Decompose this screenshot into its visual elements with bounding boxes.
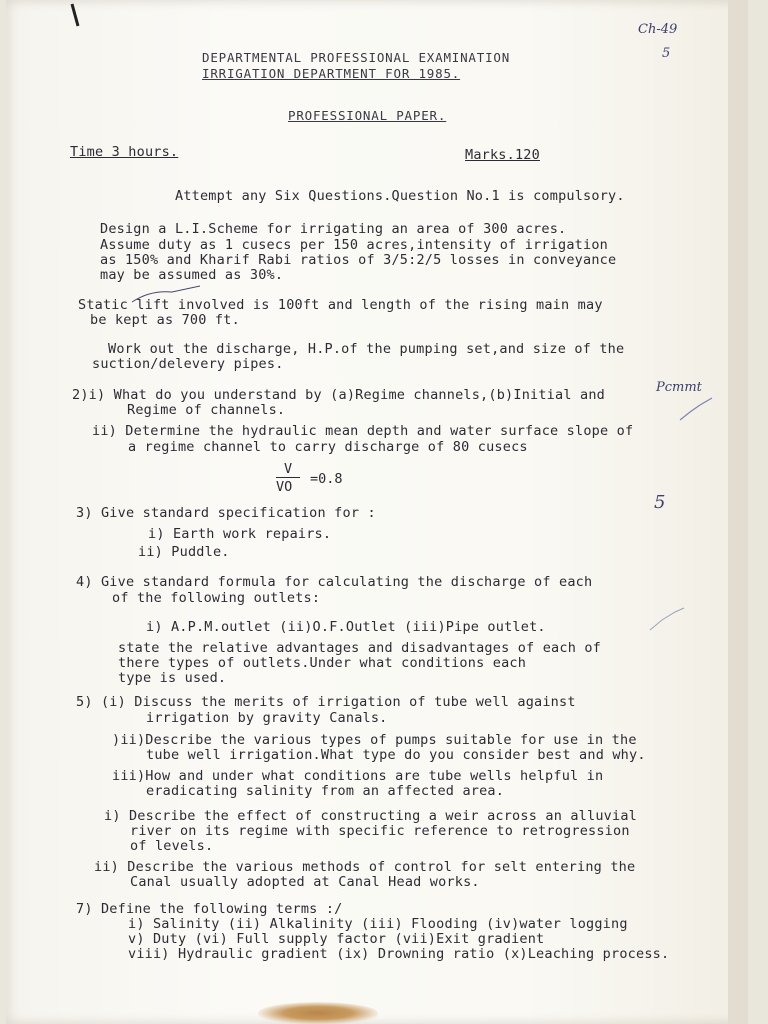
check-mark-1 bbox=[680, 398, 712, 420]
time-allowed: Time 3 hours. bbox=[70, 144, 179, 160]
q4-line-2: of the following outlets: bbox=[112, 590, 321, 606]
q6-line-3: of levels. bbox=[130, 838, 214, 854]
q7-line-3: v) Duty (vi) Full supply factor (vii)Exit gradient bbox=[128, 931, 545, 947]
formula-value: =0.8 bbox=[310, 471, 343, 487]
q6-line-4: ii) Describe the various methods of control for selt entering the bbox=[94, 859, 636, 875]
q1-line-3: as 150% and Kharif Rabi ratios of 3/5:2/5 losses in conveyance bbox=[100, 252, 617, 268]
q5-line-1: 5) (i) Discuss the merits of irrigation of tube well against bbox=[76, 694, 576, 710]
q3-line-2: i) Earth work repairs. bbox=[148, 526, 332, 542]
handwritten-lift-correction bbox=[132, 286, 200, 302]
header-line-1: DEPARTMENTAL PROFESSIONAL EXAMINATION bbox=[202, 50, 511, 65]
q6-line-1: i) Describe the effect of constructing a weir across an alluvial bbox=[104, 808, 637, 824]
q5-line-2: irrigation by gravity Canals. bbox=[146, 710, 388, 726]
total-marks: Marks.120 bbox=[465, 147, 540, 163]
q4-line-4: state the relative advantages and disadvantages of each of bbox=[118, 640, 602, 656]
q1-line-4: may be assumed as 30%. bbox=[100, 267, 284, 283]
q1-work-line-2: suction/delevery pipes. bbox=[92, 356, 284, 372]
ink-scratch bbox=[72, 4, 78, 26]
q2-b-line-1: ii) Determine the hydraulic mean depth and water surface slope of bbox=[92, 423, 634, 439]
q1-line-1: Design a L.I.Scheme for irrigating an area of 300 acres. bbox=[100, 221, 567, 237]
q5-line-3: )ii)Describe the various types of pumps suitable for use in the bbox=[112, 732, 637, 748]
instructions: Attempt any Six Questions.Question No.1 is compulsory. bbox=[175, 188, 625, 204]
check-mark-2 bbox=[650, 608, 684, 630]
q7-line-1: 7) Define the following terms :/ bbox=[76, 901, 343, 917]
q5-line-5: iii)How and under what conditions are tube wells helpful in bbox=[112, 768, 604, 784]
q1-lift-line-1: Static lift involved is 100ft and length of the rising main may bbox=[78, 297, 603, 313]
q1-line-2: Assume duty as 1 cusecs per 150 acres,intensity of irrigation bbox=[100, 237, 608, 253]
q6-line-2: river on its regime with specific reference to retrogression bbox=[130, 823, 630, 839]
q2-a-line-2: Regime of channels. bbox=[127, 402, 286, 418]
handwritten-margin-note: Pcmmt bbox=[656, 380, 702, 395]
q6-line-5: Canal usually adopted at Canal Head works. bbox=[130, 874, 480, 890]
handwritten-corner-note: Ch-49 bbox=[638, 22, 678, 37]
q1-lift-line-2: be kept as 700 ft. bbox=[90, 312, 240, 328]
formula-denominator: VO bbox=[276, 479, 293, 495]
q3-line-3: ii) Puddle. bbox=[138, 544, 230, 560]
q4-line-1: 4) Give standard formula for calculating the discharge of each bbox=[76, 574, 593, 590]
formula-numerator: V bbox=[284, 461, 293, 477]
handwritten-margin-mark: 5 bbox=[654, 492, 666, 513]
q1-work-line-1: Work out the discharge, H.P.of the pumping set,and size of the bbox=[108, 341, 625, 357]
q7-line-4: viii) Hydraulic gradient (ix) Drowning ratio (x)Leaching process. bbox=[128, 946, 670, 962]
q4-line-5: there types of outlets.Under what conditions each bbox=[118, 655, 527, 671]
q7-line-2: i) Salinity (ii) Alkalinity (iii) Flooding (iv)water logging bbox=[128, 916, 628, 932]
q2-a-line-1: 2)i) What do you understand by (a)Regime channels,(b)Initial and bbox=[72, 387, 605, 403]
handwritten-corner-sub: 5 bbox=[662, 46, 671, 61]
header-line-2: IRRIGATION DEPARTMENT FOR 1985. bbox=[202, 66, 461, 81]
paper-title: PROFESSIONAL PAPER. bbox=[288, 108, 447, 123]
q4-line-3: i) A.P.M.outlet (ii)O.F.Outlet (iii)Pipe outlet. bbox=[146, 619, 546, 635]
paper-stain bbox=[258, 1002, 378, 1024]
q5-line-4: tube well irrigation.What type do you consider best and why. bbox=[146, 747, 646, 763]
q5-line-6: eradicating salinity from an affected area. bbox=[146, 783, 505, 799]
q3-line-1: 3) Give standard specification for : bbox=[76, 505, 376, 521]
q4-line-6: type is used. bbox=[118, 670, 227, 686]
q2-b-line-2: a regime channel to carry discharge of 80 cusecs bbox=[128, 439, 528, 455]
